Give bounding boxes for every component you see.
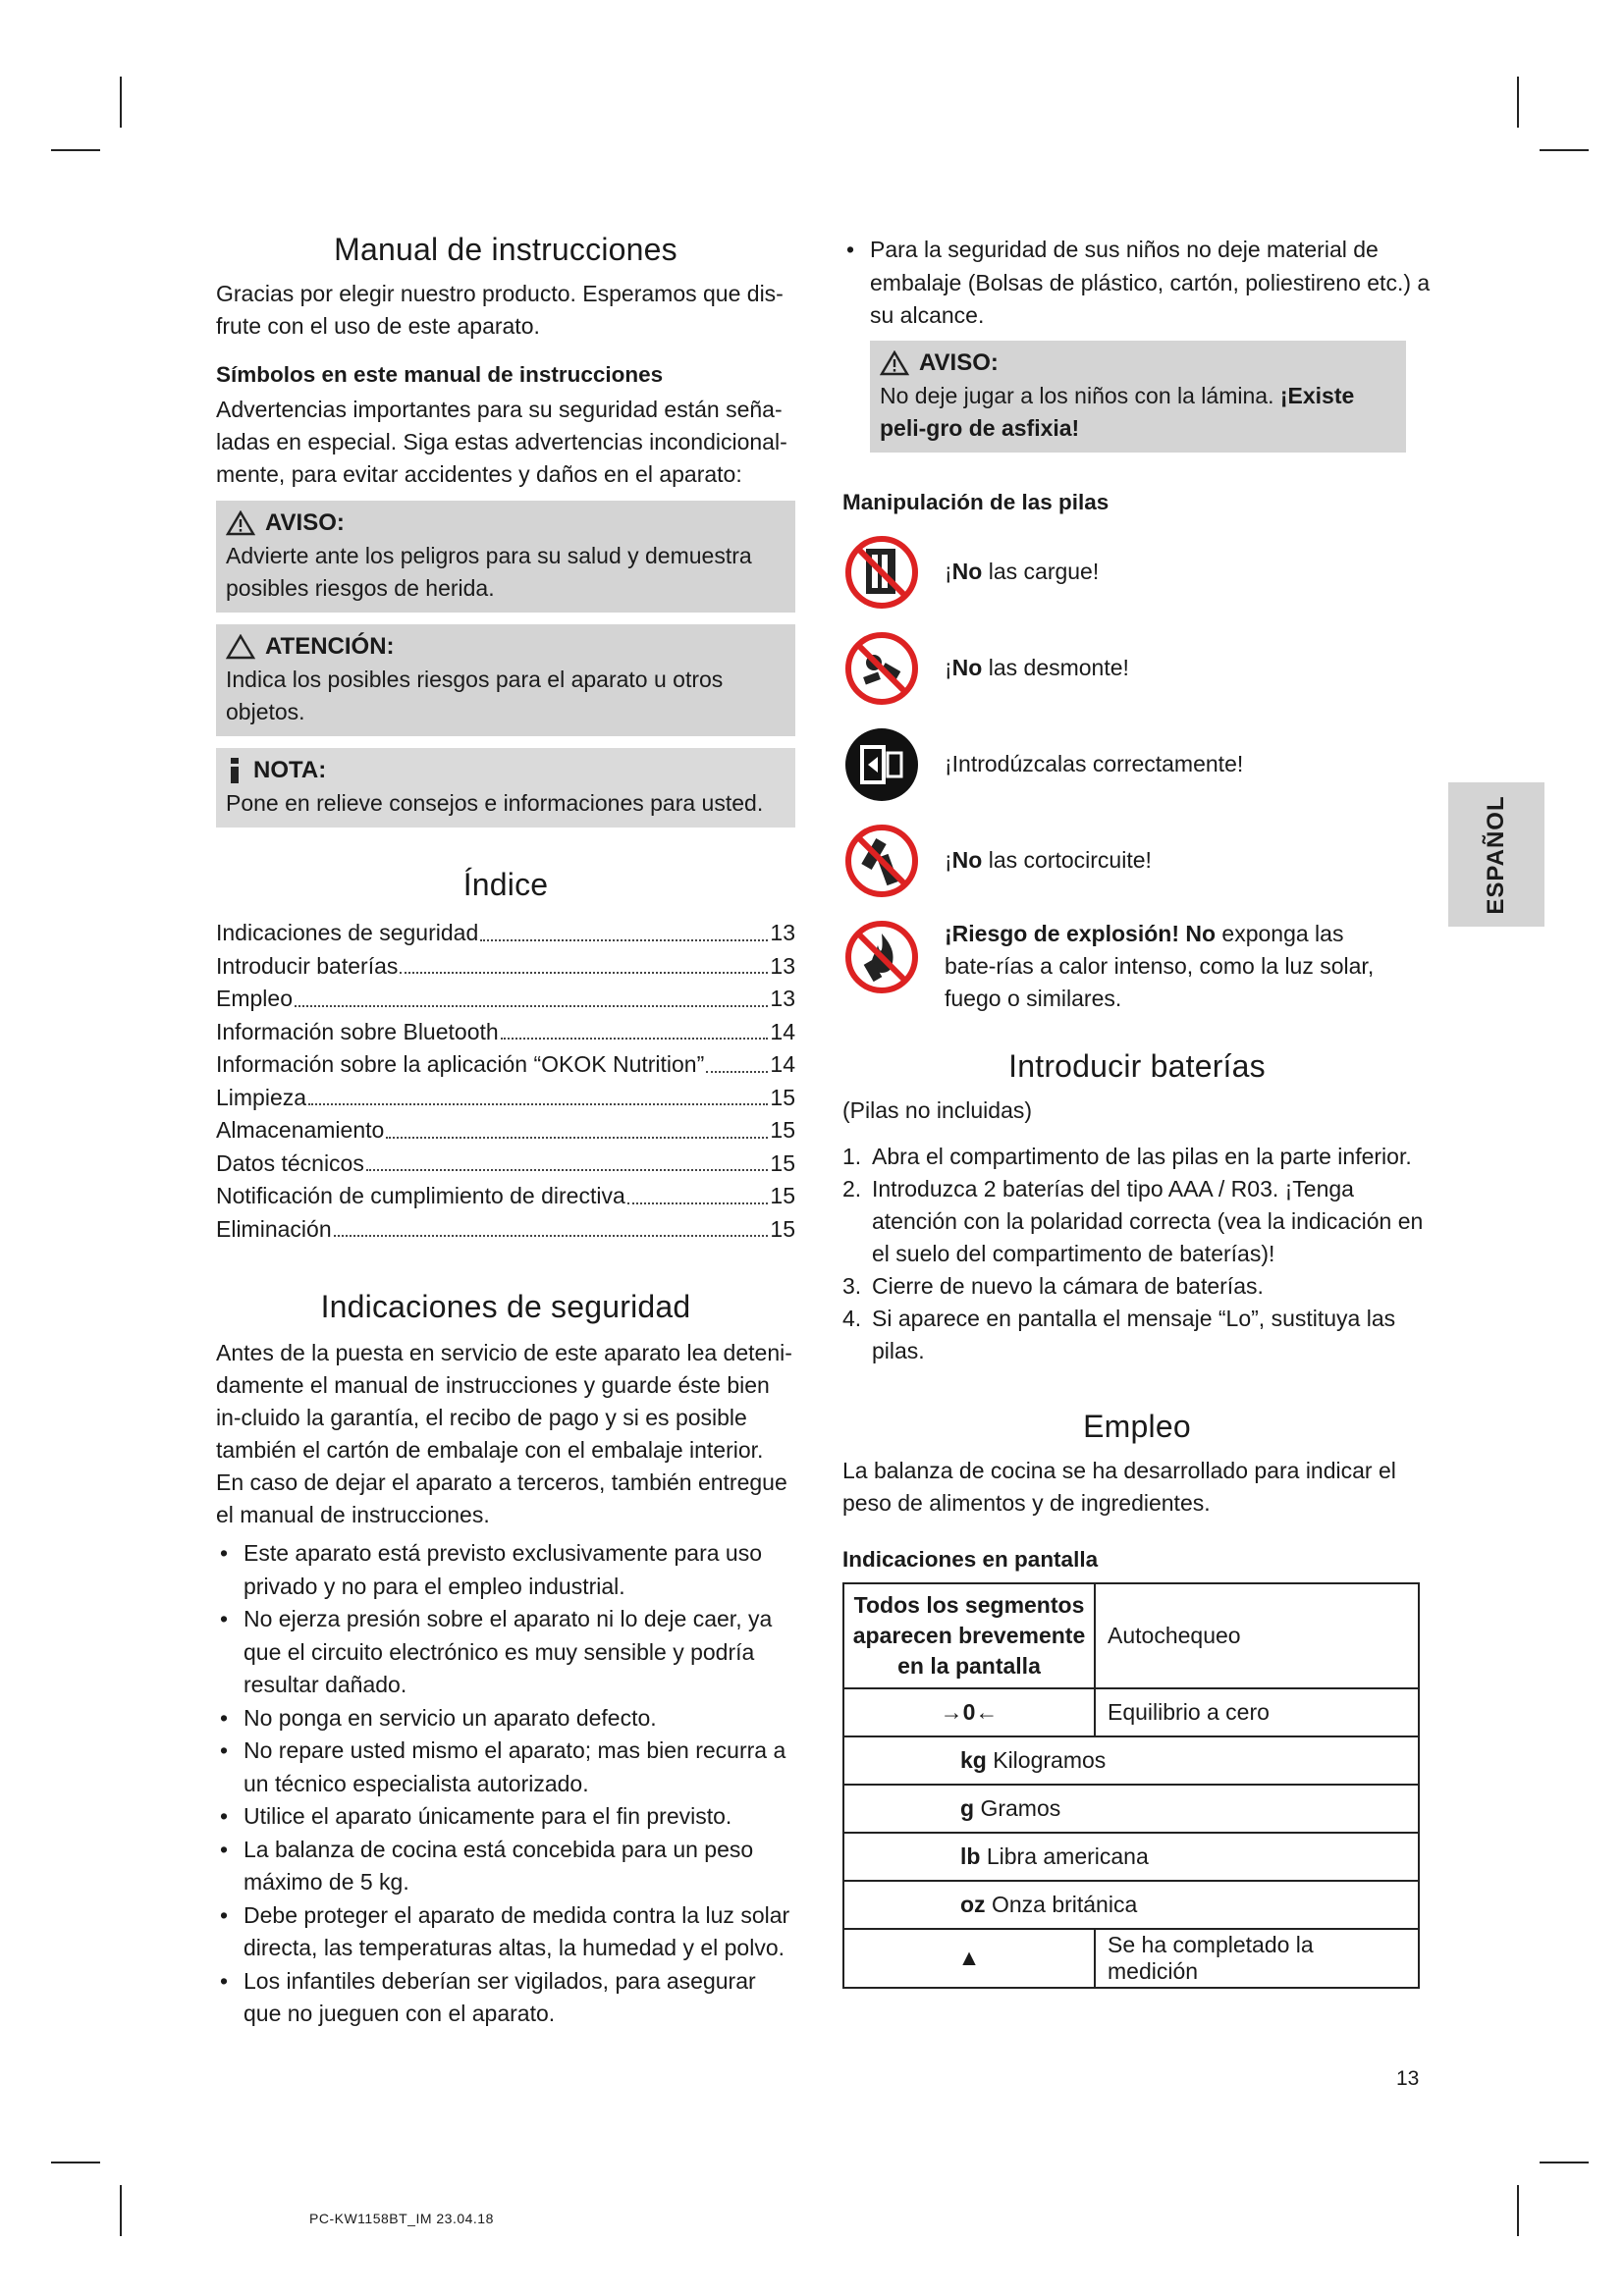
battery-rule: ¡No las desmonte! xyxy=(842,629,1432,708)
table-row: oz Onza británica xyxy=(843,1881,1419,1929)
manual-title: Manual de instrucciones xyxy=(334,232,677,267)
list-item: • No ponga en servicio un aparato defecto. xyxy=(216,1702,795,1735)
aviso-box xyxy=(216,501,795,613)
info-icon xyxy=(226,757,244,784)
toc-entry[interactable]: Limpieza 15 xyxy=(216,1082,795,1115)
nota-text: Pone en relieve consejos e informaciones para usted. xyxy=(226,790,764,816)
seguridad-title: Indicaciones de seguridad xyxy=(320,1289,691,1324)
toc-entry[interactable]: Eliminación 15 xyxy=(216,1213,795,1247)
display-table xyxy=(842,1582,1420,1989)
table-row: g Gramos xyxy=(843,1785,1419,1833)
crop-mark xyxy=(51,149,100,151)
table-row: Todos los segmentos aparecen brevemente en la pantalla Autochequeo xyxy=(843,1583,1419,1688)
table-row: →0← Equilibrio a cero xyxy=(843,1688,1419,1736)
battery-rule: ¡No las cargue! xyxy=(842,533,1432,612)
aviso2-label: AVISO: xyxy=(919,348,999,376)
toc-entry[interactable]: Información sobre la aplicación “OKOK Nutrition” 14 xyxy=(216,1048,795,1082)
atencion-text: Indica los posibles riesgos para el aparato u otros objetos. xyxy=(226,667,724,724)
aviso2-box xyxy=(870,341,1406,453)
list-item: • Para la seguridad de sus niños no deje material de embalaje (Bolsas de plástico, cartón, poliestireno etc.) a su alcance. xyxy=(842,234,1432,333)
crop-mark xyxy=(1540,2162,1589,2163)
list-item: • Debe proteger el aparato de medida contra la luz solar directa, las temperaturas altas, la humedad y el polvo. xyxy=(216,1899,795,1965)
caution-icon xyxy=(226,634,255,660)
table-row: lb Libra americana xyxy=(843,1833,1419,1881)
list-item: • La balanza de cocina está concebida para un peso máximo de 5 kg. xyxy=(216,1834,795,1899)
seguridad-list xyxy=(216,1537,795,2031)
left-column xyxy=(216,232,795,2031)
toc-entry[interactable]: Información sobre Bluetooth 14 xyxy=(216,1016,795,1049)
list-item: 4. Si aparece en pantalla el mensaje “Lo”, sustituya las pilas. xyxy=(842,1305,1396,1363)
right-column xyxy=(842,234,1432,1989)
symbols-text: Advertencias importantes para su seguridad están seña-ladas en especial. Siga estas advertencias incondicional-mente, para evitar accidentes y daños en el aparato: xyxy=(216,397,787,487)
battery-rule: ¡Riesgo de explosión! No exponga las bate-rías a calor intenso, como la luz solar, fuego o similares. xyxy=(842,918,1432,1015)
atencion-box xyxy=(216,624,795,736)
list-item: • Los infantiles deberían ser vigilados, para asegurar que no jueguen con el aparato. xyxy=(216,1965,795,2031)
toc-entry[interactable]: Indicaciones de seguridad 13 xyxy=(216,917,795,950)
list-item: • Utilice el aparato únicamente para el fin previsto. xyxy=(216,1800,795,1834)
warning-icon xyxy=(880,350,909,376)
empleo-text: La balanza de cocina se ha desarrollado para indicar el peso de alimentos y de ingredientes. xyxy=(842,1457,1396,1516)
table-row: kg Kilogramos xyxy=(843,1736,1419,1785)
page-number: 13 xyxy=(1396,2067,1420,2090)
toc xyxy=(216,917,795,1246)
battery-rule: ¡No las cortocircuite! xyxy=(842,822,1432,900)
toc-entry[interactable]: Introducir baterías 13 xyxy=(216,950,795,984)
toc-entry[interactable]: Empleo 13 xyxy=(216,983,795,1016)
language-tab: ESPAÑOL xyxy=(1448,782,1544,927)
aviso2-text: No deje jugar a los niños con la lámina. xyxy=(880,382,1280,408)
list-item: 1. Abra el compartimento de las pilas en la parte inferior. xyxy=(842,1143,1412,1169)
nota-label: NOTA: xyxy=(253,757,327,783)
crop-mark xyxy=(1540,149,1589,151)
display-heading: Indicaciones en pantalla xyxy=(842,1546,1099,1572)
baterias-title: Introducir baterías xyxy=(1008,1047,1266,1084)
no-short-circuit-icon xyxy=(842,822,921,900)
empleo-title: Empleo xyxy=(1083,1408,1191,1444)
no-charge-icon xyxy=(842,533,921,612)
indice-title: Índice xyxy=(462,867,549,902)
list-item: • No repare usted mismo el aparato; mas bien recurra a un técnico especialista autorizado. xyxy=(216,1735,795,1800)
seguridad-intro: Antes de la puesta en servicio de este aparato lea deteni-damente el manual de instrucciones y guarde éste bien in-cluido la garantía, el recibo de pago y si es posible también el cartón de embalaje con el embalaje interior. En caso de dejar el aparato a terceros, también entregue el manual de instrucciones. xyxy=(216,1340,792,1527)
nota-box xyxy=(216,748,795,828)
footer-code: PC-KW1158BT_IM 23.04.18 xyxy=(309,2211,494,2226)
crop-mark xyxy=(120,2185,122,2236)
crop-mark xyxy=(1517,77,1519,128)
toc-entry[interactable]: Notificación de cumplimiento de directiva 15 xyxy=(216,1180,795,1213)
crop-mark xyxy=(1517,2185,1519,2236)
crop-mark xyxy=(120,77,122,128)
table-row: ▲ Se ha completado la medición xyxy=(843,1929,1419,1988)
aviso2-bold: ¡Existe peli-gro de asfixia! xyxy=(880,382,1355,441)
battery-rule: ¡Introdúzcalas correctamente! xyxy=(842,725,1432,804)
pilas-heading: Manipulación de las pilas xyxy=(842,489,1110,514)
list-item: 3. Cierre de nuevo la cámara de baterías. xyxy=(842,1272,1264,1299)
no-disassemble-icon xyxy=(842,629,921,708)
aviso-text: Advierte ante los peligros para su salud y demuestra posibles riesgos de herida. xyxy=(226,543,752,601)
warning-icon xyxy=(226,510,255,536)
manual-intro: Gracias por elegir nuestro producto. Esperamos que dis-frute con el uso de este aparato. xyxy=(216,281,784,339)
baterias-note: (Pilas no incluidas) xyxy=(842,1096,1033,1123)
crop-mark xyxy=(51,2162,100,2163)
list-item: • Este aparato está previsto exclusivamente para uso privado y no para el empleo industrial. xyxy=(216,1537,795,1603)
toc-entry[interactable]: Datos técnicos 15 xyxy=(216,1148,795,1181)
no-fire-icon xyxy=(842,918,921,996)
toc-entry[interactable]: Almacenamiento 15 xyxy=(216,1114,795,1148)
symbols-heading: Símbolos en este manual de instrucciones xyxy=(216,362,664,387)
atencion-label: ATENCIÓN: xyxy=(265,633,395,660)
list-item: • No ejerza presión sobre el aparato ni lo deje caer, ya que el circuito electrónico es muy sensible y podría resultar dañado. xyxy=(216,1603,795,1702)
list-item: 2. Introduzca 2 baterías del tipo AAA / R03. ¡Tenga atención con la polaridad correcta (vea la indicación en el suelo del compartimento de baterías)! xyxy=(842,1175,1424,1266)
aviso-label: AVISO: xyxy=(265,509,345,536)
correct-polarity-icon xyxy=(842,725,921,804)
baterias-steps xyxy=(842,1141,1432,1367)
